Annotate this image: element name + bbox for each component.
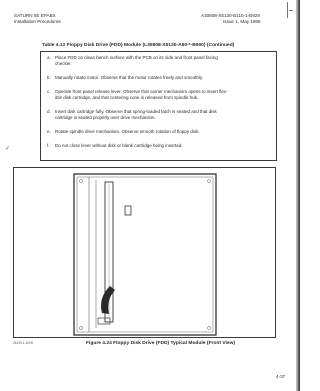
- step-line: cartridge is seated properly over drive mechanism.: [55, 115, 156, 121]
- step-line: Manually rotate motor. Observe that the motor rotates freely and smoothly.: [55, 75, 203, 80]
- floppy-drive-drawing: [14, 168, 277, 339]
- running-header-left: [14, 13, 61, 25]
- drive-housing: [74, 174, 216, 335]
- scan-mark: [287, 2, 288, 18]
- step-line: Operate front panel release lever. Observe that carrier mechanism opens to insert flex-: [55, 89, 228, 94]
- scan-edge: [296, 0, 300, 391]
- step-letter: b.: [47, 75, 51, 80]
- step-text: [55, 129, 265, 135]
- scan-mark: [289, 10, 293, 11]
- step-line: Place FDD on clean bench surface with the PCB on its side and front panel facing: [55, 55, 218, 60]
- step-letter: a.: [47, 55, 51, 60]
- step-line: Insert disk cartridge fully. Observe that spring-loaded latch is seated and that disk: [55, 109, 217, 114]
- step-letter: f.: [47, 143, 50, 148]
- document-number: A30808-X5130-B110-1-B929: [201, 13, 260, 18]
- document-section: Installation Procedures: [14, 19, 61, 24]
- check-mark-icon: ✓: [5, 146, 11, 152]
- screw: [80, 327, 83, 330]
- lever-base: [98, 318, 110, 324]
- step-line: Do not close lever without disk or blank cartridge being inserted.: [55, 143, 183, 148]
- procedure-table: [40, 51, 277, 161]
- product-name: SATURN IIE EPABX: [14, 13, 56, 18]
- step-letter: e.: [47, 129, 51, 134]
- page-number: 4-37: [276, 374, 286, 379]
- procedure-step: [47, 55, 269, 68]
- step-text: [55, 55, 265, 68]
- step-line: checker.: [55, 61, 72, 67]
- screw: [208, 180, 211, 183]
- step-text: [55, 89, 265, 102]
- running-header-right: [201, 13, 261, 25]
- figure-caption: Figure 4.24 Floppy Disk Drive (FDD) Typical Module (Front View): [86, 341, 236, 346]
- activity-led: [125, 206, 131, 215]
- screw: [80, 180, 83, 183]
- step-text: [55, 143, 265, 149]
- step-line: ible disk cartridge, and that centering cone is released from spindle hub.: [55, 95, 199, 101]
- figure-frame: [13, 167, 276, 338]
- step-text: [55, 109, 265, 122]
- table-title: Table 4.12 Floppy Disk Drive (FDD) Module (L30808-X5130-A50-*-B900) (Continued): [42, 43, 235, 48]
- issue-date: Issue 1, May 1986: [223, 19, 261, 24]
- step-line: Rotate spindle drive mechanism. Observe smooth rotation of floppy disk.: [55, 129, 200, 134]
- screw: [208, 327, 211, 330]
- figure-id: 26139-1-1008: [13, 341, 33, 345]
- step-letter: d.: [47, 109, 51, 114]
- step-text: [55, 75, 265, 81]
- step-letter: c.: [47, 89, 51, 94]
- drive-bezel: [77, 177, 213, 332]
